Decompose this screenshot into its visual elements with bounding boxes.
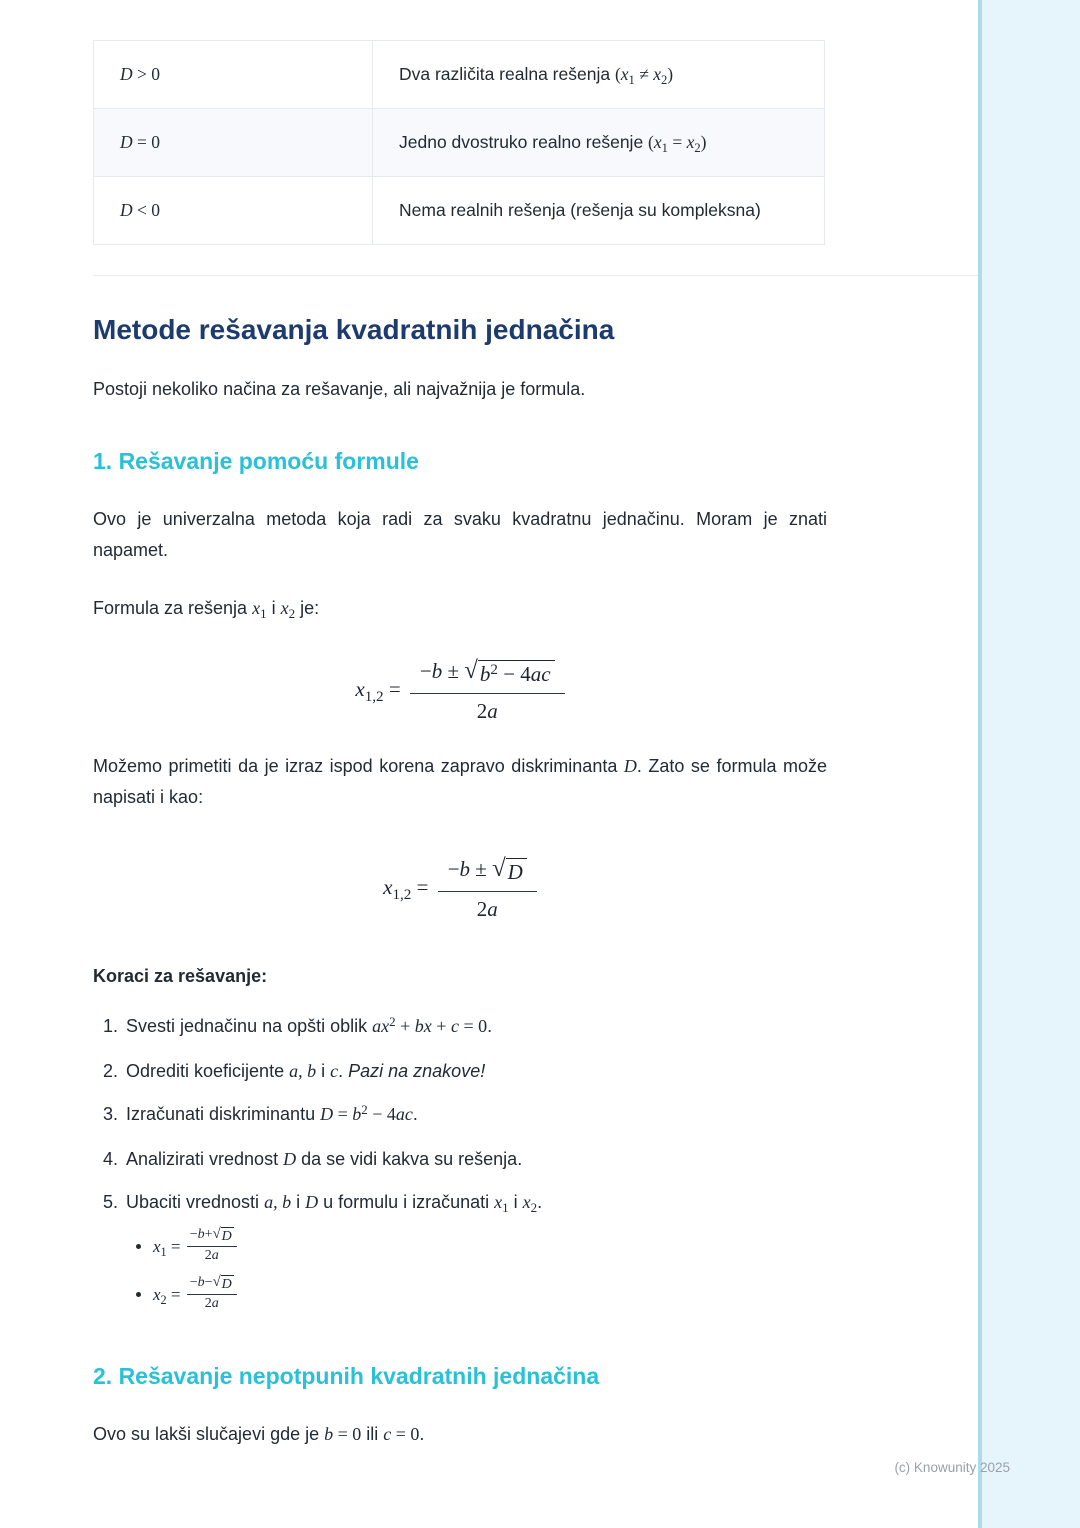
- radical-sign: √: [492, 854, 506, 882]
- copyright-watermark: (c) Knowunity 2025: [894, 1460, 1010, 1475]
- square-root: [492, 854, 527, 885]
- list-item: [153, 1274, 823, 1314]
- page-title: Metode rešavanja kvadratnih jednačina: [93, 314, 615, 345]
- document-content: [93, 0, 985, 1450]
- quadratic-formula-display: [93, 656, 827, 724]
- paragraph-formula-intro: Formula za rešenja $x_1$ i $x_2$ je:: [93, 597, 320, 622]
- numerator-prefix: −b−: [189, 1275, 213, 1291]
- subsection-title-formula-method: 1. Rešavanje pomoću formule: [93, 448, 419, 474]
- steps-list: [93, 1011, 823, 1314]
- fraction: [410, 656, 565, 724]
- fraction-numerator: [410, 656, 565, 694]
- page-side-panel: [978, 0, 1080, 1528]
- solution-lhs: $x_2$ =: [153, 1285, 185, 1308]
- intro-paragraph: Postoji nekoliko načina za rešavanje, ali najvažnija je formula.: [93, 379, 586, 399]
- quadratic-formula-discriminant-display: [93, 854, 827, 922]
- fraction-denominator: 2a: [476, 698, 498, 723]
- discriminant-table: [93, 40, 825, 245]
- fraction: [438, 854, 537, 922]
- list-item: [123, 1099, 823, 1131]
- step-text: Odrediti koeficijente a, b i c. Pazi na znakove!: [126, 1060, 486, 1081]
- table-row: [94, 109, 825, 177]
- fraction-numerator: [187, 1275, 237, 1295]
- numerator-prefix: −b ±: [447, 856, 493, 881]
- step-text: Analizirati vrednost D da se vidi kakva su rešenja.: [126, 1148, 523, 1169]
- square-root: [213, 1275, 234, 1293]
- formula-lhs: $x_{1,2}$ =: [383, 875, 434, 904]
- table-cell-condition: [94, 41, 373, 109]
- condition-math: D = 0: [120, 132, 161, 152]
- fraction-numerator: [438, 854, 537, 892]
- result-text: Jedno dvostruko realno rešenje $(x_1 = x_2)$: [399, 132, 707, 156]
- radicand: $b^2 - 4ac$: [478, 660, 555, 687]
- formula-lhs: $x_{1,2}$ =: [355, 677, 406, 706]
- paragraph-discriminant-note: Možemo primetiti da je izraz ispod korena zapravo diskriminanta D. Zato se formula može napisati i kao:: [93, 755, 827, 807]
- radicand: D: [506, 858, 527, 885]
- condition-math: D > 0: [120, 64, 161, 84]
- table-cell-result: [373, 109, 825, 177]
- square-root: [213, 1227, 234, 1245]
- radicand: D: [221, 1228, 232, 1244]
- step-text: Izračunati diskriminantu $D = b^2 - 4ac$.: [126, 1102, 418, 1124]
- subsection-title-incomplete-method: 2. Rešavanje nepotpunih kvadratnih jednačina: [93, 1363, 600, 1390]
- steps-heading: Koraci za rešavanje:: [93, 965, 268, 986]
- radicand: D: [221, 1277, 232, 1293]
- solution-lhs: $x_1$ =: [153, 1236, 185, 1259]
- table-cell-condition: [94, 109, 373, 177]
- result-text: Nema realnih rešenja (rešenja su kompleksna): [399, 200, 761, 220]
- table-cell-condition: [94, 177, 373, 245]
- list-item: [123, 1011, 823, 1043]
- solution-sublist: [126, 1225, 823, 1314]
- result-text: Dva različita realna rešenja $(x_1 \ne x_2)$: [399, 64, 674, 88]
- condition-math: D < 0: [120, 200, 161, 220]
- fraction: [187, 1275, 237, 1312]
- radical-sign: √: [212, 1274, 221, 1291]
- fraction: [187, 1227, 237, 1264]
- fraction-denominator: 2a: [204, 1296, 219, 1312]
- table-row: [94, 177, 825, 245]
- list-item: [153, 1225, 823, 1266]
- table-cell-result: [373, 41, 825, 109]
- paragraph-incomplete-intro: Ovo su lakši slučajevi gde je b = 0 ili c = 0.: [93, 1424, 425, 1445]
- step-text: Ubaciti vrednosti a, b i D u formulu i izračunati $x_1$ i $x_2$.: [126, 1191, 543, 1216]
- table-cell-result: [373, 177, 825, 245]
- list-item: [123, 1056, 823, 1086]
- section-divider: [93, 275, 985, 276]
- fraction-denominator: 2a: [476, 896, 498, 921]
- list-item: [123, 1187, 823, 1314]
- step-text: Svesti jednačinu na opšti oblik $ax^2$ + bx + c = 0.: [126, 1014, 493, 1036]
- numerator-prefix: −b ±: [419, 658, 465, 683]
- table-row: [94, 41, 825, 109]
- paragraph-universal-method: Ovo je univerzalna metoda koja radi za svaku kvadratnu jednačinu. Moram je znati napamet.: [93, 508, 827, 560]
- radical-sign: √: [464, 656, 478, 684]
- square-root: [464, 656, 554, 687]
- fraction-denominator: 2a: [204, 1247, 219, 1263]
- list-item: [123, 1144, 823, 1174]
- numerator-prefix: −b+: [189, 1226, 213, 1242]
- fraction-numerator: [187, 1227, 237, 1247]
- radical-sign: √: [212, 1225, 221, 1242]
